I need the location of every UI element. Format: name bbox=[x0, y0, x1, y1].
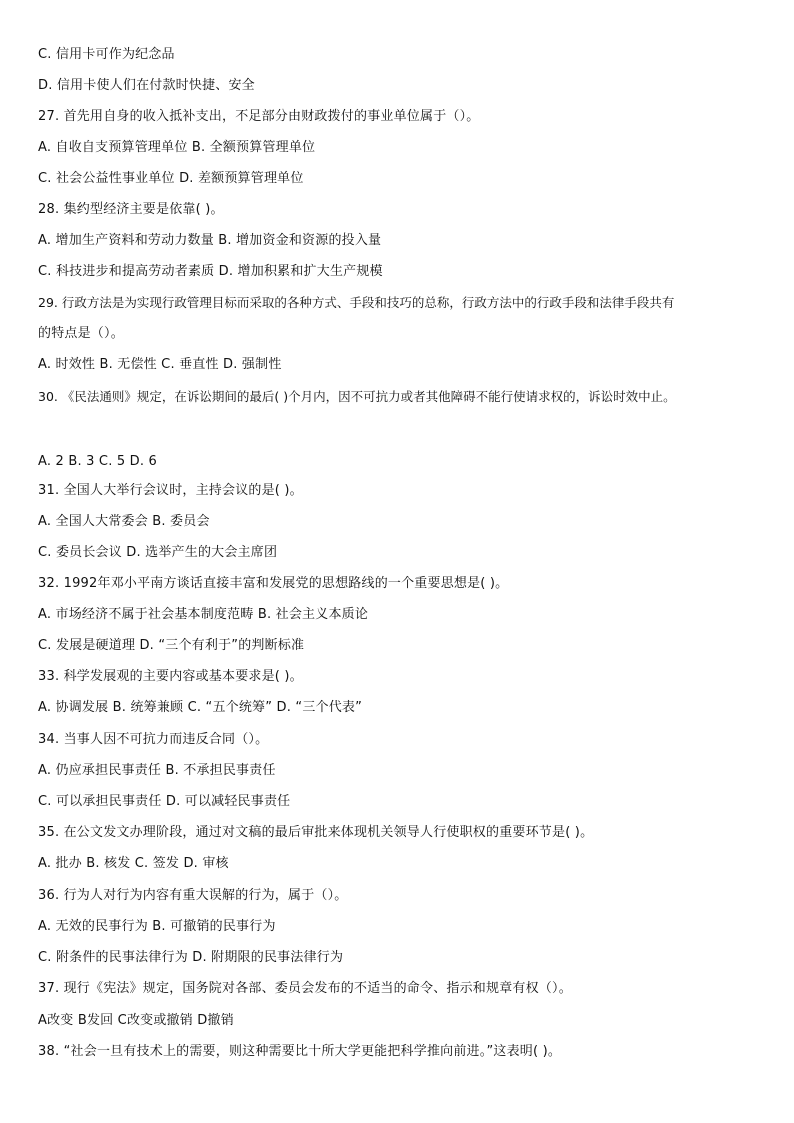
option-line: C. 发展是硬道理 D. “三个有利于”的判断标准 bbox=[38, 638, 305, 653]
option-line: A. 仍应承担民事责任 B. 不承担民事责任 bbox=[38, 763, 276, 778]
option-line: C. 委员长会议 D. 选举产生的大会主席团 bbox=[38, 545, 278, 560]
option-line: C. 可以承担民事责任 D. 可以减轻民事责任 bbox=[38, 794, 291, 809]
option-line: A. 批办 B. 核发 C. 签发 D. 审核 bbox=[38, 856, 229, 871]
option-line: A. 无效的民事行为 B. 可撤销的民事行为 bbox=[38, 919, 276, 934]
option-line: A. 2 B. 3 C. 5 D. 6 bbox=[38, 454, 158, 469]
option-line: A. 时效性 B. 无偿性 C. 垂直性 D. 强制性 bbox=[38, 357, 282, 372]
option-line: D. 信用卡使人们在付款时快捷、安全 bbox=[38, 78, 255, 93]
option-line: C. 信用卡可作为纪念品 bbox=[38, 47, 175, 62]
option-line: A. 市场经济不属于社会基本制度范畴 B. 社会主义本质论 bbox=[38, 607, 369, 622]
option-line: A改变 B发回 C改变或撤销 D撤销 bbox=[38, 1013, 234, 1028]
option-line: C. 附条件的民事法律行为 D. 附期限的民事法律行为 bbox=[38, 950, 344, 965]
question-line: 34. 当事人因不可抗力而违反合同（）。 bbox=[38, 732, 269, 747]
question-line: 36. 行为人对行为内容有重大误解的行为，属于（）。 bbox=[38, 888, 348, 903]
question-line: 32. 1992年邓小平南方谈话直接丰富和发展党的思想路线的一个重要思想是( )。 bbox=[38, 576, 509, 591]
option-line: A. 自收自支预算管理单位 B. 全额预算管理单位 bbox=[38, 140, 316, 155]
option-line: A. 全国人大常委会 B. 委员会 bbox=[38, 514, 210, 529]
question-line: 33. 科学发展观的主要内容或基本要求是( )。 bbox=[38, 669, 303, 684]
question-line: 38. “社会一旦有技术上的需要，则这种需要比十所大学更能把科学推向前进。”这表明( )。 bbox=[38, 1044, 562, 1059]
question-line: 37. 现行《宪法》规定，国务院对各部、委员会发布的不适当的命令、指示和规章有权（）。 bbox=[38, 981, 572, 996]
question-line: 35. 在公文发文办理阶段，通过对文稿的最后审批来体现机关领导人行使职权的重要环节是( )。 bbox=[38, 825, 594, 840]
option-line: C. 社会公益性事业单位 D. 差额预算管理单位 bbox=[38, 171, 304, 186]
question-line: 31. 全国人大举行会议时，主持会议的是( )。 bbox=[38, 483, 303, 498]
option-line: A. 协调发展 B. 统筹兼顾 C. “五个统筹” D. “三个代表” bbox=[38, 700, 363, 715]
question-line-continued: 的特点是（）。 bbox=[38, 326, 124, 341]
question-line: 28. 集约型经济主要是依靠( )。 bbox=[38, 202, 224, 217]
option-line: C. 科技进步和提高劳动者素质 D. 增加积累和扩大生产规模 bbox=[38, 264, 383, 279]
question-line: 27. 首先用自身的收入抵补支出，不足部分由财政拨付的事业单位属于（）。 bbox=[38, 109, 480, 124]
question-line: 30. 《民法通则》规定，在诉讼期间的最后( )个月内，因不可抗力或者其他障碍不能行使请求权的，诉讼时效中止。 bbox=[38, 389, 676, 404]
option-line: A. 增加生产资料和劳动力数量 B. 增加资金和资源的投入量 bbox=[38, 233, 382, 248]
question-line: 29. 行政方法是为实现行政管理目标而采取的各种方式、手段和技巧的总称，行政方法中的行政手段和法律手段共有 bbox=[38, 295, 675, 310]
